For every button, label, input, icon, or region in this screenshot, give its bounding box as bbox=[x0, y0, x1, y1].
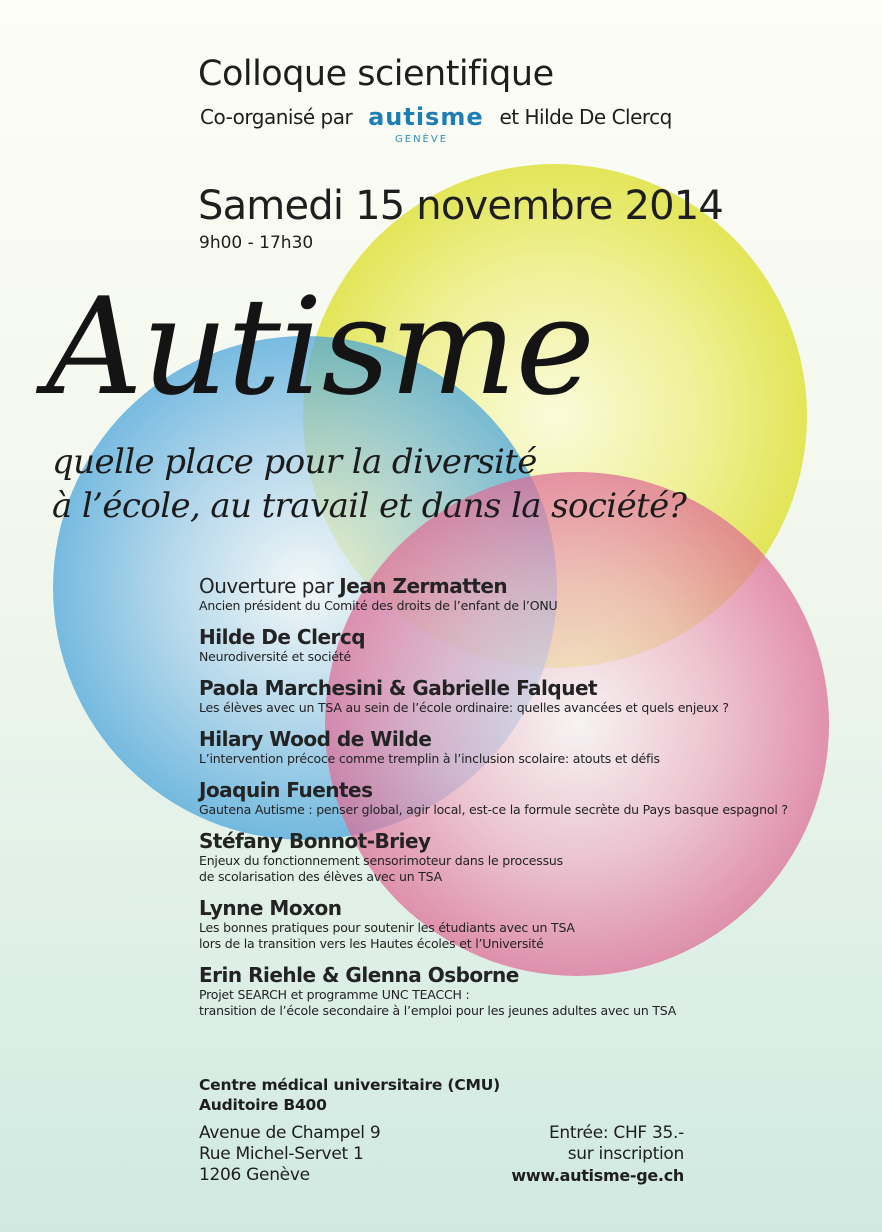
speaker-talk-description: Gautena Autisme : penser global, agir local, est-ce la formule secrète du Pays basque espagnol ? bbox=[199, 802, 788, 817]
speaker-name-text: Erin Riehle & Glenna Osborne bbox=[199, 963, 519, 987]
speaker-list bbox=[199, 574, 788, 1030]
speaker-item bbox=[199, 676, 788, 716]
venue-name: Centre médical universitaire (CMU) bbox=[199, 1076, 500, 1094]
event-date: Samedi 15 novembre 2014 bbox=[198, 183, 724, 229]
website-link[interactable]: www.autisme-ge.ch bbox=[511, 1166, 684, 1185]
speaker-name bbox=[199, 625, 788, 649]
entry-price: Entrée: CHF 35.- bbox=[548, 1123, 684, 1143]
speaker-item bbox=[199, 896, 788, 952]
venue-room: Auditoire B400 bbox=[199, 1096, 327, 1114]
speaker-name bbox=[199, 896, 788, 920]
speaker-talk-description: Enjeux du fonctionnement sensorimoteur dans le processus bbox=[199, 853, 563, 868]
main-title: Autisme bbox=[46, 269, 594, 425]
subtitle-line-2: à l’école, au travail et dans la société? bbox=[52, 486, 687, 526]
speaker-talk-description: Les bonnes pratiques pour soutenir les étudiants avec un TSA bbox=[199, 920, 575, 935]
speaker-name bbox=[199, 778, 788, 802]
speaker-item bbox=[199, 625, 788, 665]
autisme-geneve-logo: autisme bbox=[368, 103, 484, 131]
logo-subtitle: GENÈVE bbox=[395, 134, 449, 145]
speaker-name-text: Hilary Wood de Wilde bbox=[199, 727, 432, 751]
speaker-item bbox=[199, 778, 788, 818]
colloque-heading: Colloque scientifique bbox=[198, 54, 554, 94]
speaker-talk-description: de scolarisation des élèves avec un TSA bbox=[199, 869, 442, 884]
speaker-name-text: Stéfany Bonnot-Briey bbox=[199, 829, 431, 853]
speaker-talk-description: Projet SEARCH et programme UNC TEACCH : bbox=[199, 987, 470, 1002]
speaker-name bbox=[199, 727, 788, 751]
speaker-name-text: Joaquin Fuentes bbox=[199, 778, 373, 802]
entry-info bbox=[511, 1123, 684, 1186]
entry-note: sur inscription bbox=[567, 1144, 684, 1164]
speaker-name bbox=[199, 574, 788, 598]
speaker-talk-description: Les élèves avec un TSA au sein de l’école ordinaire: quelles avancées et quels enjeux ? bbox=[199, 700, 729, 715]
coorganizer-line bbox=[200, 104, 672, 130]
speaker-name bbox=[199, 676, 788, 700]
speaker-item bbox=[199, 727, 788, 767]
subtitle bbox=[52, 440, 686, 528]
speaker-name bbox=[199, 963, 788, 987]
speaker-talk-description: lors de la transition vers les Hautes écoles et l’Université bbox=[199, 936, 544, 951]
address bbox=[199, 1123, 380, 1186]
speaker-prefix: Ouverture par bbox=[199, 574, 340, 598]
speaker-item bbox=[199, 574, 788, 614]
address-line-3: 1206 Genève bbox=[199, 1165, 310, 1185]
address-line-1: Avenue de Champel 9 bbox=[199, 1123, 381, 1143]
speaker-item bbox=[199, 829, 788, 885]
speaker-name-text: Jean Zermatten bbox=[339, 574, 508, 598]
subtitle-line-1: quelle place pour la diversité bbox=[52, 442, 537, 482]
speaker-name-text: Hilde De Clercq bbox=[199, 625, 366, 649]
speaker-item bbox=[199, 963, 788, 1019]
speaker-talk-description: Ancien président du Comité des droits de l’enfant de l’ONU bbox=[199, 598, 558, 613]
speaker-name-text: Paola Marchesini & Gabrielle Falquet bbox=[199, 676, 598, 700]
event-hours: 9h00 - 17h30 bbox=[199, 233, 314, 253]
speaker-talk-description: Neurodiversité et société bbox=[199, 649, 352, 664]
venue bbox=[199, 1075, 500, 1115]
coorg-suffix: et Hilde De Clercq bbox=[499, 105, 672, 129]
speaker-talk-description: L’intervention précoce comme tremplin à l’inclusion scolaire: atouts et défis bbox=[199, 751, 660, 766]
speaker-talk-description: transition de l’école secondaire à l’emploi pour les jeunes adultes avec un TSA bbox=[199, 1003, 677, 1018]
speaker-name bbox=[199, 829, 788, 853]
speaker-name-text: Lynne Moxon bbox=[199, 896, 342, 920]
coorg-prefix: Co-organisé par bbox=[200, 105, 353, 129]
address-line-2: Rue Michel-Servet 1 bbox=[199, 1144, 364, 1164]
